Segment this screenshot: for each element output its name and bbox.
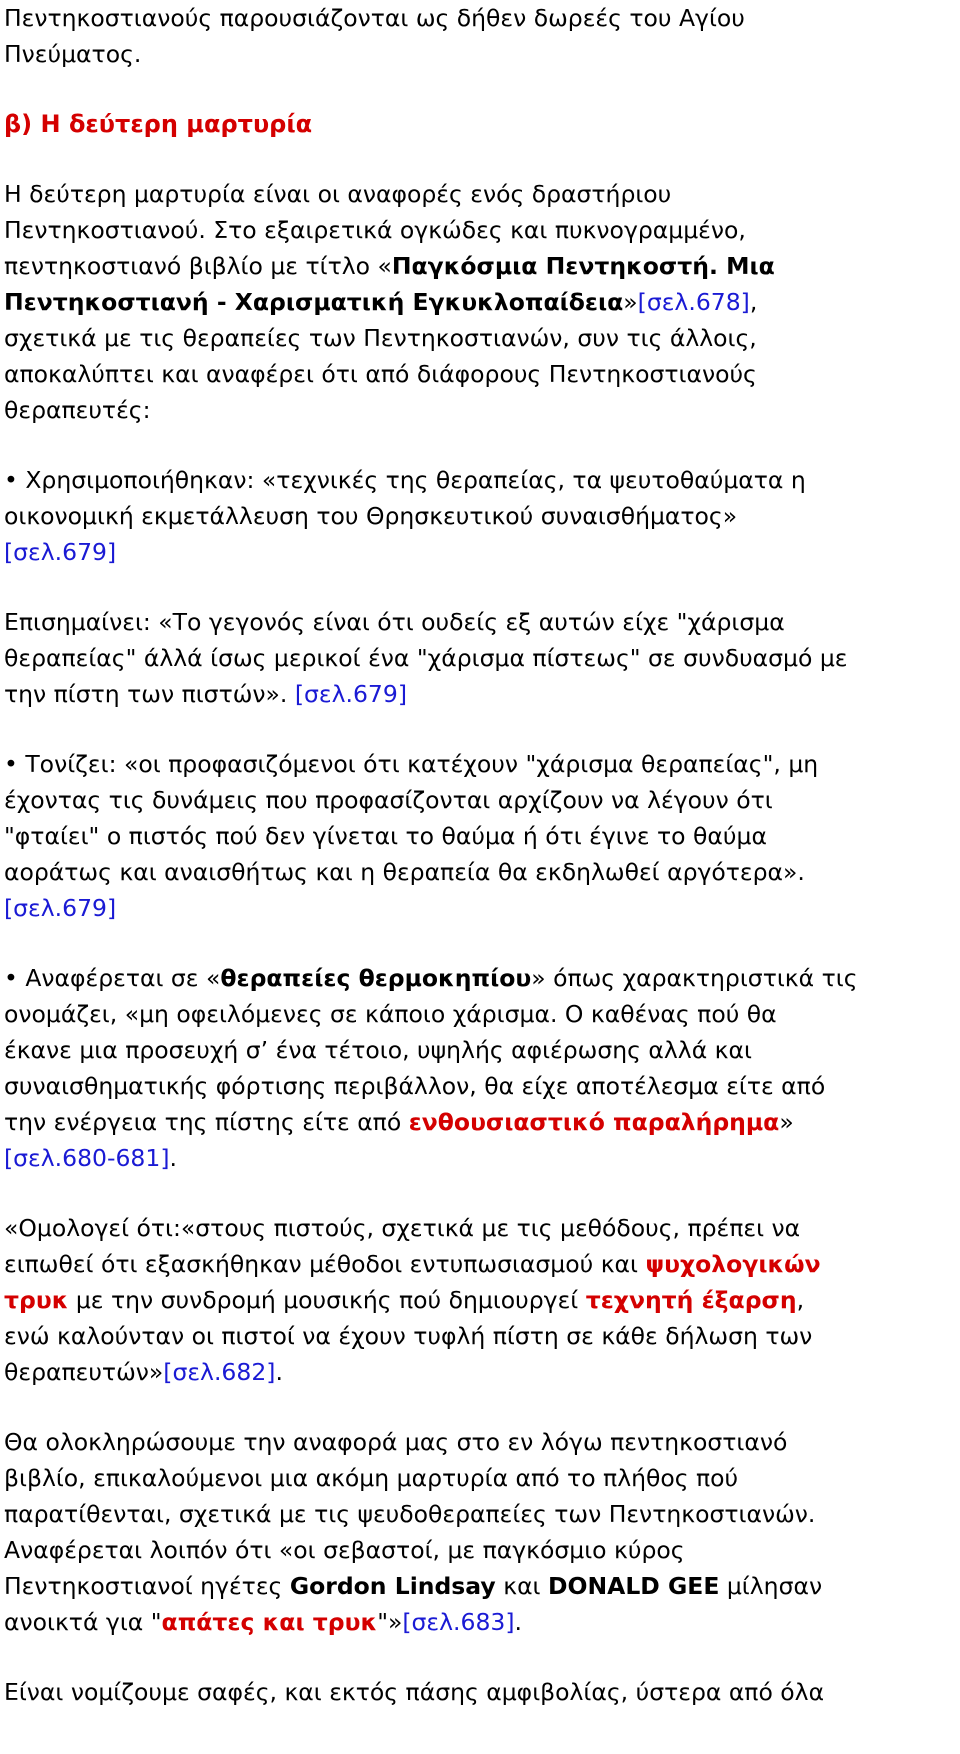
text-line: Αναφέρεται λοιπόν ότι «οι σεβαστοί, με παγκόσμιο κύρος	[4, 1536, 685, 1564]
emphasis-term: τρυκ	[4, 1286, 69, 1314]
text-line: θεραπευτές:	[4, 396, 151, 424]
document-page	[4, 0, 956, 1710]
book-title: Παγκόσμια Πεντηκοστή. Μια	[391, 252, 775, 280]
text-run: .	[169, 1144, 177, 1172]
text-run: Πεντηκοστιανοί ηγέτες	[4, 1572, 290, 1600]
text-line: θεραπείας" άλλά ίσως μερικοί ένα "χάρισμα πίστεως" σε συνδυασμό με	[4, 644, 848, 672]
text-line: έκανε μια προσευχή σ’ ένα τέτοιο, υψηλής αφιέρωσης αλλά και	[4, 1036, 752, 1064]
text-line: βιβλίο, επικαλούμενοι μια ακόμη μαρτυρία από το πλήθος πού	[4, 1464, 739, 1492]
page-ref-link[interactable]: [σελ.679]	[4, 894, 117, 922]
text-line: Είναι νομίζουμε σαφές, και εκτός πάσης αμφιβολίας, ύστερα από όλα	[4, 1678, 825, 1706]
bullet-techniques	[4, 462, 956, 570]
text-run: ,	[796, 1286, 805, 1314]
text-line: Πεντηκοστιανού. Στο εξαιρετικά ογκώδες και πυκνογραμμένο,	[4, 216, 746, 244]
text-run: » όπως χαρακτηριστικά τις	[531, 964, 858, 992]
text-run: »	[779, 1108, 794, 1136]
text-line: "φταίει" ο πιστός πού δεν γίνεται το θαύμα ή ότι έγινε το θαύμα	[4, 822, 767, 850]
text-line	[4, 1282, 956, 1318]
text-line	[4, 1354, 956, 1390]
text-line	[4, 1568, 956, 1604]
text-line: ενώ καλούνταν οι πιστοί να έχουν τυφλή πίστη σε κάθε δήλωση των	[4, 1322, 813, 1350]
page-ref-link[interactable]: [σελ.683]	[402, 1608, 515, 1636]
text-line: Επισημαίνει: «Το γεγονός είναι ότι ουδείς εξ αυτών είχε "χάρισμα	[4, 608, 785, 636]
text-line: Θα ολοκληρώσουμε την αναφορά μας στο εν λόγω πεντηκοστιανό	[4, 1428, 788, 1456]
text-run: »	[623, 288, 638, 316]
bullet-emphasizes	[4, 746, 956, 926]
text-run: με την συνδρομή μουσικής πού δημιουργεί	[68, 1286, 586, 1314]
person-name: Gordon Lindsay	[289, 1572, 496, 1600]
text-run: "»	[377, 1608, 403, 1636]
text-line: Πνεύματος.	[4, 40, 142, 68]
text-line	[4, 960, 956, 996]
emphasis-term: ενθουσιαστικό παραλήρημα	[408, 1108, 780, 1136]
text-line	[4, 284, 956, 320]
text-line: «Ομολογεί ότι:«στους πιστούς, σχετικά με τις μεθόδους, πρέπει να	[4, 1214, 801, 1242]
text-run: .	[514, 1608, 523, 1636]
paragraph-intro	[4, 0, 956, 72]
text-line	[4, 1104, 956, 1140]
book-title: Πεντηκοστιανή - Χαρισματική Εγκυκλοπαίδεια	[4, 288, 624, 316]
text-line	[4, 890, 956, 926]
person-name: DONALD GEE	[547, 1572, 720, 1600]
emphasis-term: τεχνητή έξαρση	[585, 1286, 797, 1314]
text-run: ,	[749, 288, 758, 316]
text-line	[4, 1140, 956, 1176]
text-line	[4, 676, 956, 712]
text-run: την πίστη των πιστών».	[4, 680, 295, 708]
text-line	[4, 534, 956, 570]
paragraph-second-testimony	[4, 176, 956, 428]
text-run: πεντηκοστιανό βιβλίο με τίτλο «	[4, 252, 392, 280]
page-ref-link[interactable]: [σελ.679]	[294, 680, 408, 708]
text-run: .	[275, 1358, 283, 1386]
page-ref-link[interactable]: [σελ.682]	[163, 1358, 276, 1386]
paragraph-conclusion	[4, 1424, 956, 1640]
text-run: θεραπευτών»	[4, 1358, 164, 1386]
paragraph-confesses	[4, 1210, 956, 1390]
text-line	[4, 248, 956, 284]
bullet-greenhouse-healings	[4, 960, 956, 1176]
text-line: σχετικά με τις θεραπείες των Πεντηκοστιανών, συν τις άλλοις,	[4, 324, 757, 352]
emphasis-term: ψυχολογικών	[645, 1250, 821, 1278]
text-run: ειπωθεί ότι εξασκήθηκαν μέθοδοι εντυπωσιασμού και	[4, 1250, 646, 1278]
text-line: παρατίθενται, σχετικά με τις ψευδοθεραπείες των Πεντηκοστιανών.	[4, 1500, 816, 1528]
bold-term: θεραπείες θερμοκηπίου	[220, 964, 532, 992]
text-line: αποκαλύπτει και αναφέρει ότι από διάφορους Πεντηκοστιανούς	[4, 360, 757, 388]
text-line	[4, 1604, 956, 1640]
text-run: την ενέργεια της πίστης είτε από	[4, 1108, 409, 1136]
text-line	[4, 1246, 956, 1282]
paragraph-points-out	[4, 604, 956, 712]
text-line: ονομάζει, «μη οφειλόμενες σε κάποιο χάρισμα. Ο καθένας πού θα	[4, 1000, 777, 1028]
text-run: και	[495, 1572, 548, 1600]
text-run: • Αναφέρεται σε «	[4, 964, 221, 992]
emphasis-term: απάτες και τρυκ	[161, 1608, 378, 1636]
text-line: • Χρησιμοποιήθηκαν: «τεχνικές της θεραπείας, τα ψευτοθαύματα η	[4, 466, 806, 494]
paragraph-final	[4, 1674, 956, 1710]
text-line: αοράτως και αναισθήτως και η θεραπεία θα εκδηλωθεί αργότερα».	[4, 858, 805, 886]
text-line: Πεντηκοστιανούς παρουσιάζονται ως δήθεν δωρεές του Αγίου	[4, 4, 745, 32]
text-run: μίλησαν	[719, 1572, 823, 1600]
page-ref-link[interactable]: [σελ.678]	[637, 288, 750, 316]
text-line: οικονομική εκμετάλλευση του Θρησκευτικού συναισθήματος»	[4, 502, 738, 530]
text-line: έχοντας τις δυνάμεις που προφασίζονται αρχίζουν να λέγουν ότι	[4, 786, 773, 814]
section-heading: β) Η δεύτερη μαρτυρία	[4, 110, 313, 138]
text-line: συναισθηματικής φόρτισης περιβάλλον, θα είχε αποτέλεσμα είτε από	[4, 1072, 826, 1100]
text-line: • Τονίζει: «οι προφασιζόμενοι ότι κατέχουν "χάρισμα θεραπείας", μη	[4, 750, 819, 778]
page-ref-link[interactable]: [σελ.679]	[4, 538, 117, 566]
page-ref-link[interactable]: [σελ.680-681]	[4, 1144, 170, 1172]
text-line: Η δεύτερη μαρτυρία είναι οι αναφορές ενός δραστήριου	[4, 180, 672, 208]
text-run: ανοικτά για "	[4, 1608, 162, 1636]
